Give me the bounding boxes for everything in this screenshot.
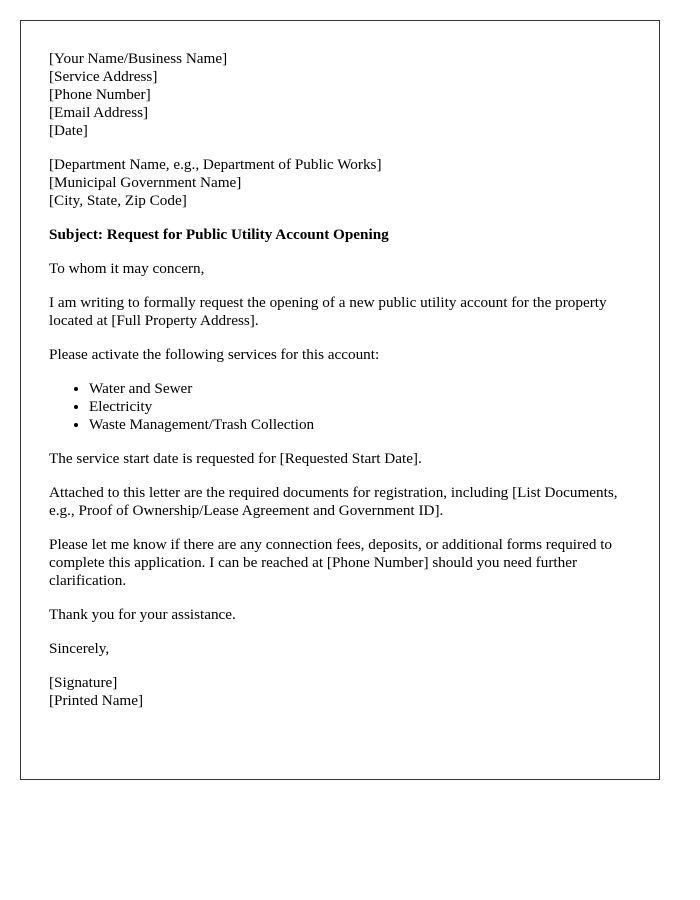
paragraph-documents: Attached to this letter are the required documents for registration, including [List Documents, e.g., Proof of Ownership/Lease Agreement and Government ID]. (49, 484, 618, 519)
services-list (49, 380, 631, 434)
recipient-department: [Department Name, e.g., Department of Public Works] (49, 156, 382, 173)
list-item: • Water and Sewer (89, 380, 631, 398)
sender-address: [Service Address] (49, 68, 158, 85)
letter-date: [Date] (49, 122, 88, 139)
paragraph-start-date: The service start date is requested for [Requested Start Date]. (49, 450, 422, 467)
paragraph-thanks: Thank you for your assistance. (49, 606, 236, 623)
signature-block (49, 674, 631, 710)
paragraph-fees: Please let me know if there are any connection fees, deposits, or additional forms required to complete this application. I can be reached at [Phone Number] should you need further clarification. (49, 536, 613, 589)
sender-phone: [Phone Number] (49, 86, 151, 103)
letter-page (20, 20, 660, 780)
sender-email: [Email Address] (49, 104, 149, 121)
recipient-city: [City, State, Zip Code] (49, 192, 187, 209)
paragraph-request: I am writing to formally request the opening of a new public utility account for the property located at [Full Property Address]. (49, 294, 607, 329)
sender-name: [Your Name/Business Name] (49, 50, 228, 67)
subject-line: Subject: Request for Public Utility Account Opening (49, 226, 389, 243)
closing: Sincerely, (49, 640, 110, 657)
sender-block (49, 50, 631, 140)
printed-name: [Printed Name] (49, 692, 144, 709)
salutation: To whom it may concern, (49, 260, 205, 277)
paragraph-services-intro: Please activate the following services for this account: (49, 346, 380, 363)
recipient-government: [Municipal Government Name] (49, 174, 242, 191)
signature: [Signature] (49, 674, 118, 691)
list-item: • Waste Management/Trash Collection (89, 416, 631, 434)
list-item: • Electricity (89, 398, 631, 416)
recipient-block (49, 156, 631, 210)
